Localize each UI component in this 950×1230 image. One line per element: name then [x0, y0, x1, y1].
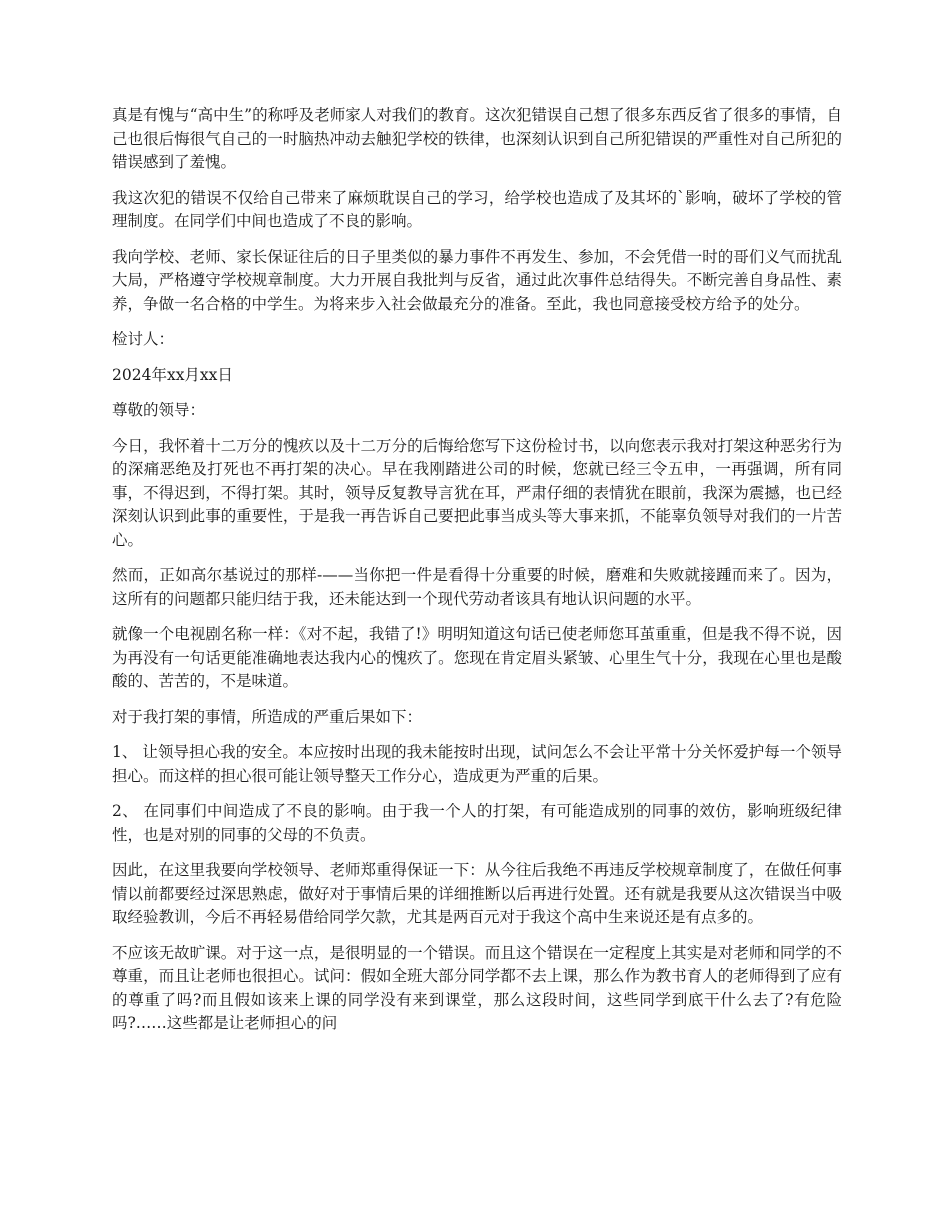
- paragraph-promise: 我向学校、老师、家长保证往后的日子里类似的暴力事件不再发生、参加，不会凭借一时的哥们义气而扰乱大局，严格遵守学校规章制度。大力开展自我批判与反省，通过此次事件总结得失。不断完善自身品性、素养，争做一名合格的中学生。为将来步入社会做最充分的准备。至此，我也同意接受校方给予的处分。: [112, 247, 842, 313]
- date-line: 2024年xx月xx日: [112, 365, 233, 384]
- paragraph-guarantee: 因此，在这里我要向学校领导、老师郑重得保证一下：从今往后我绝不再违反学校规章制度了，在做任何事情以前都要经过深思熟虑，做好对于事情后果的详细推断以后再进行处置。还有就是我要从这次错误当中吸取经验教训，今后不再轻易借给同学欠款，尤其是两百元对于我这个高中生来说还是有点多的。: [112, 861, 842, 926]
- list-item-consequence-1: 1、 让领导担心我的安全。本应按时出现的我未能按时出现，试问怎么不会让平常十分关怀爱护每一个领导担心。而这样的担心很可能让领导整天工作分心，造成更为严重的后果。: [112, 743, 842, 785]
- salutation: 尊敬的领导：: [112, 401, 206, 419]
- list-item-consequence-2: 2、 在同事们中间造成了不良的影响。由于我一个人的打架，有可能造成别的同事的效仿，影响班级纪律性，也是对别的同事的父母的不负责。: [112, 802, 842, 844]
- paragraph-consequences-intro: 对于我打架的事情，所造成的严重后果如下：: [112, 707, 423, 726]
- paragraph-today: 今日，我怀着十二万分的愧疚以及十二万分的后悔给您写下这份检讨书，以向您表示我对打架这种恶劣行为的深痛恶绝及打死也不再打架的决心。早在我刚踏进公司的时候，您就已经三令五申，一再强调，所有同事，不得迟到，不得打架。其时，领导反复教导言犹在耳，严肃仔细的表情犹在眼前，我深为震撼，也已经深刻认识到此事的重要性，于是我一再告诉自己要把此事当成头等大事来抓，不能辜负领导对我们的一片苦心。: [112, 436, 842, 549]
- signature-label: 检讨人：: [112, 330, 175, 348]
- paragraph-trouble: 我这次犯的错误不仅给自己带来了麻烦耽误自己的学习，给学校也造成了及其坏的`影响，破坏了学校的管理制度。在同学们中间也造成了不良的影响。: [112, 188, 842, 230]
- document-body: [112, 104, 842, 1048]
- paragraph-shame: 真是有愧与“高中生”的称呼及老师家人对我们的教育。这次犯错误自己想了很多东西反省了很多的事情，自己也很后悔很气自己的一时脑热冲动去触犯学校的铁律，也深刻认识到自己所犯错误的严重性对自己所犯的错误感到了羞愧。: [112, 106, 842, 171]
- paragraph-truancy: 不应该无故旷课。对于这一点，是很明显的一个错误。而且这个错误在一定程度上其实是对老师和同学的不尊重，而且让老师也很担心。试问：假如全班大部分同学都不去上课，那么作为教书育人的老师得到了应有的尊重了吗?而且假如该来上课的同学没有来到课堂，那么这段时间，这些同学到底干什么去了?有危险吗?……这些都是让老师担心的问: [112, 943, 842, 1032]
- paragraph-tv-drama: 就像一个电视剧名称一样：《对不起，我错了!》明明知道这句话已使老师您耳茧重重，但是我不得不说，因为再没有一句话更能准确地表达我内心的愧疚了。您现在肯定眉头紧皱、心里生气十分，我现在心里也是酸酸的、苦苦的，不是味道。: [112, 625, 842, 690]
- paragraph-gorky: 然而，正如高尔基说过的那样-——当你把一件是看得十分重要的时候，磨难和失败就接踵而来了。因为，这所有的问题都只能归结于我，还未能达到一个现代劳动者该具有地认识问题的水平。: [112, 566, 842, 608]
